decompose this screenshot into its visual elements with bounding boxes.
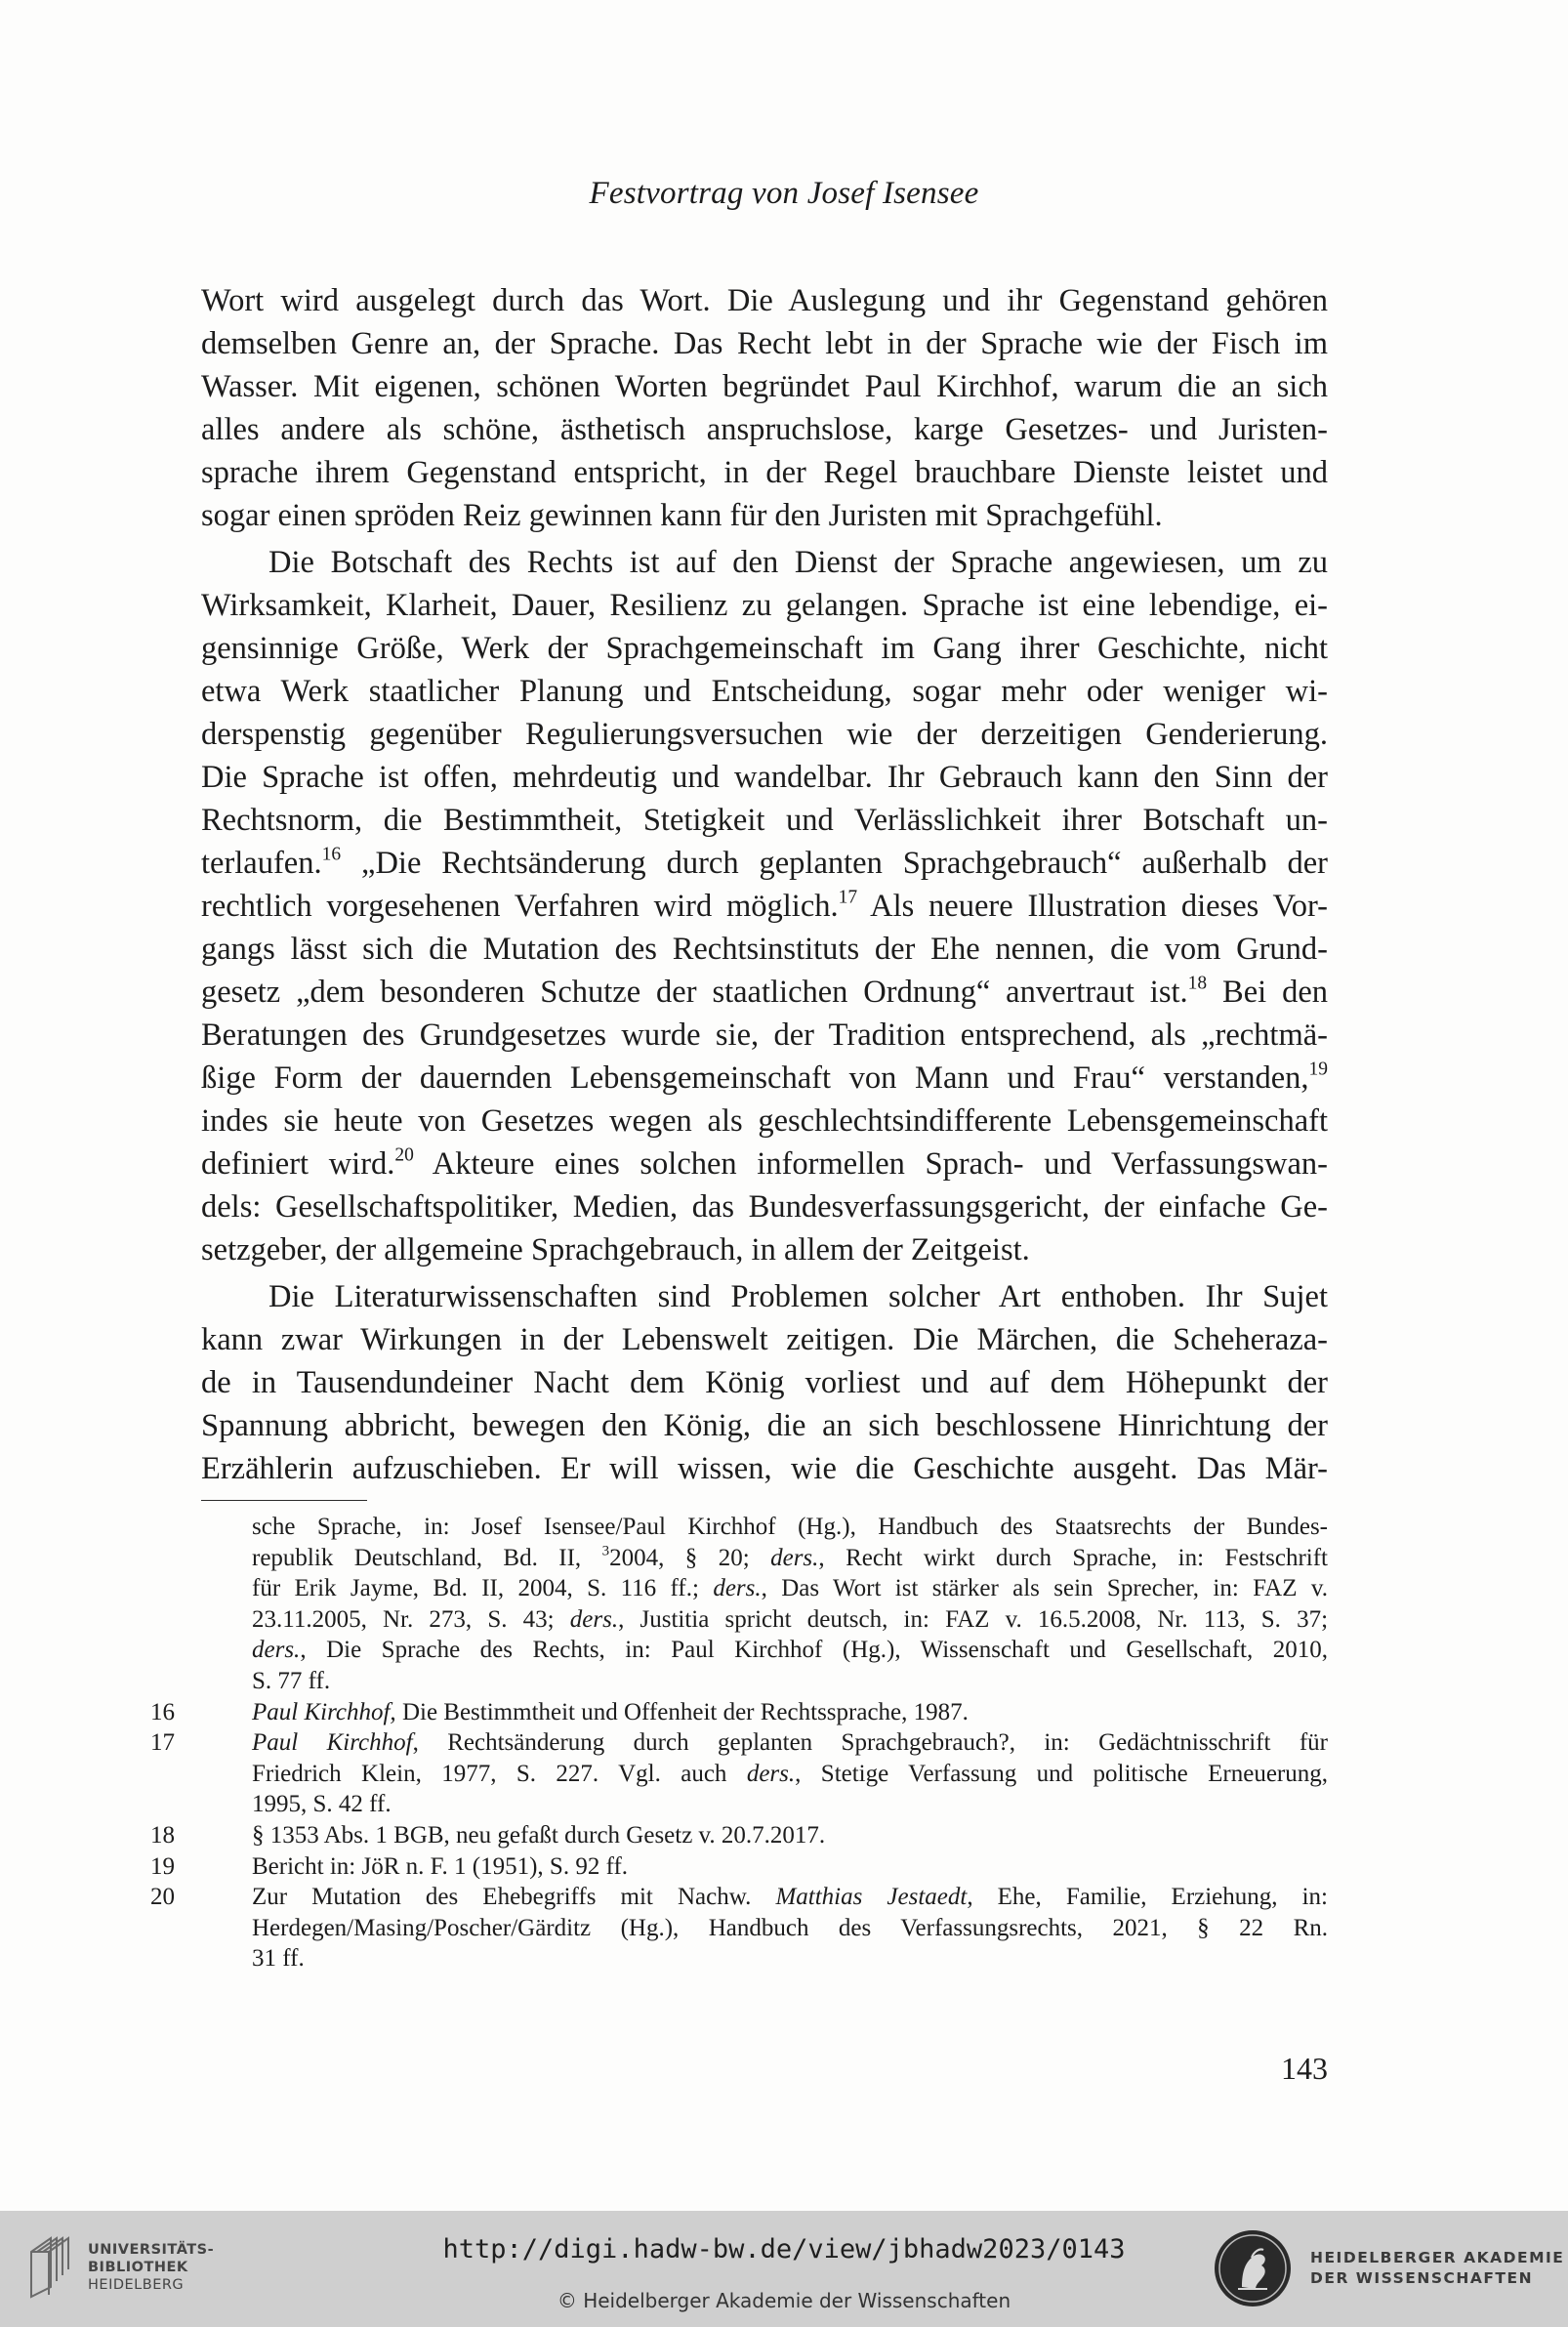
footnote-number: 19	[150, 1852, 175, 1880]
body-text	[201, 279, 1328, 1490]
text-run: setzgeber, der allgemeine Sprachgebrauch, in allem der Zeitgeist.	[201, 1232, 1030, 1267]
text-run: Bei den	[1207, 975, 1328, 1010]
paragraph	[201, 541, 1328, 1271]
footnote-line	[150, 1851, 1328, 1883]
text-line	[201, 451, 1328, 494]
text-run: Akteure eines solchen informellen Sprach- und Verfassungswan-	[413, 1146, 1328, 1182]
running-head: Festvortrag von Josef Isensee	[589, 176, 979, 211]
italic-text: ders.	[713, 1575, 762, 1602]
text-run: Rechtsnorm, die Bestimmtheit, Stetigkeit und Verlässlichkeit ihrer Botschaft un-	[201, 803, 1328, 838]
text-run: kann zwar Wirkungen in der Lebenswelt zeitigen. Die Märchen, die Scheheraza-	[201, 1322, 1328, 1357]
text-run: 31 ff.	[252, 1945, 305, 1973]
library-logo-line: UNIVERSITÄTS-	[88, 2242, 215, 2258]
italic-text: ders.	[746, 1760, 796, 1787]
text-line	[201, 885, 1328, 928]
page-number: 143	[1281, 2051, 1328, 2086]
footnote-number: 20	[150, 1884, 175, 1911]
italic-text: ders.	[569, 1605, 619, 1633]
text-run: etwa Werk staatlicher Planung und Entscheidung, sogar mehr oder weniger wi-	[201, 674, 1328, 709]
text-run: indes sie heute von Gesetzes wegen als geschlechtsindifferente Lebensgemeinschaft	[201, 1103, 1328, 1139]
text-run: 2004, § 20;	[609, 1544, 771, 1571]
text-run: ßige Form der dauernden Lebensgemeinschaft von Mann und Frau“ verstanden,	[201, 1060, 1309, 1096]
footnote-reference: 16	[321, 844, 342, 865]
footnote-number: 16	[150, 1698, 175, 1725]
footnotes	[150, 1512, 1329, 1974]
text-run: Die Botschaft des Rechts ist auf den Dienst der Sprache angewiesen, um zu	[268, 545, 1328, 580]
paragraph	[201, 1275, 1328, 1490]
text-run: alles andere als schöne, ästhetisch anspruchslose, karge Gesetzes- und Juristen-	[201, 412, 1328, 447]
footnote-line	[201, 1759, 1328, 1790]
text-run: republik Deutschland, Bd. II,	[252, 1544, 602, 1571]
text-run: de in Tausendundeiner Nacht dem König vorliest und auf dem Höhepunkt der	[201, 1365, 1328, 1400]
footnote-line	[150, 1697, 1328, 1728]
footnote-16	[150, 1697, 1328, 1728]
text-run: § 1353 Abs. 1 BGB, neu gefaßt durch Gesetz v. 20.7.2017.	[252, 1821, 826, 1849]
text-line	[201, 842, 1328, 885]
footnote-line	[150, 1727, 1328, 1759]
footnote-line	[201, 1573, 1328, 1604]
text-run: , Ehe, Familie, Erziehung, in:	[967, 1884, 1328, 1911]
text-line	[201, 541, 1328, 584]
text-run: Bericht in: JöR n. F. 1 (1951), S. 92 ff.	[252, 1852, 629, 1880]
text-line	[201, 1447, 1328, 1490]
footnote-continuation	[201, 1512, 1328, 1697]
library-logo-line: HEIDELBERG	[88, 2277, 185, 2293]
text-line	[201, 928, 1328, 971]
footnote-line	[201, 1604, 1328, 1636]
text-run: 1995, S. 42 ff.	[252, 1791, 392, 1818]
text-line	[201, 279, 1328, 322]
text-run: Die Sprache ist offen, mehrdeutig und wandelbar. Ihr Gebrauch kann den Sinn der	[201, 760, 1328, 795]
footnote-line	[201, 1635, 1328, 1666]
footnote-number: 18	[150, 1821, 175, 1849]
text-line	[201, 1228, 1328, 1271]
text-run: sche Sprache, in: Josef Isensee/Paul Kirchhof (Hg.), Handbuch des Staatsrechts der Bundes-	[252, 1514, 1328, 1540]
academy-seal-icon[interactable]	[1213, 2228, 1293, 2308]
copyright-notice: © Heidelberger Akademie der Wissenschaften	[557, 2289, 1011, 2312]
text-line	[201, 365, 1328, 408]
text-run: für Erik Jayme, Bd. II, 2004, S. 116 ff.;	[252, 1575, 714, 1602]
text-line	[201, 1014, 1328, 1057]
text-run: sprache ihrem Gegenstand entspricht, in der Regel brauchbare Dienste leistet und	[201, 455, 1328, 490]
text-line	[201, 1361, 1328, 1404]
text-line	[201, 1143, 1328, 1185]
italic-text: Matthias Jestaedt	[775, 1884, 968, 1911]
footnote-line	[150, 1882, 1328, 1913]
text-line	[201, 1404, 1328, 1447]
text-run: rechtlich vorgesehenen Verfahren wird möglich.	[201, 889, 839, 924]
text-run: Wasser. Mit eigenen, schönen Worten begründet Paul Kirchhof, warum die an sich	[201, 369, 1328, 404]
text-line	[201, 494, 1328, 537]
italic-text: Paul Kirchhof	[252, 1729, 413, 1757]
text-run: Beratungen des Grundgesetzes wurde sie, der Tradition entsprechend, als „rechtmä-	[201, 1018, 1328, 1053]
text-run: , Justitia spricht deutsch, in: FAZ v. 16.5.2008, Nr. 113, S. 37;	[618, 1605, 1329, 1633]
text-line	[201, 627, 1328, 670]
footnote-line	[201, 1943, 1328, 1974]
footnote-20	[150, 1882, 1328, 1974]
text-run: „Die Rechtsänderung durch geplanten Sprachgebrauch“ außerhalb der	[341, 846, 1328, 881]
text-run: Herdegen/Masing/Poscher/Gärditz (Hg.), Handbuch des Verfassungsrechts, 2021, § 22 Rn.	[252, 1914, 1328, 1941]
text-run: , Rechtsänderung durch geplanten Sprachgebrauch?, in: Gedächtnisschrift für	[412, 1729, 1328, 1757]
text-line	[201, 1185, 1328, 1228]
text-run: definiert wird.	[201, 1146, 395, 1182]
footnote-line	[201, 1789, 1328, 1820]
footnote-reference: 3	[601, 1543, 610, 1559]
text-run: S. 77 ff.	[252, 1667, 331, 1694]
text-line	[201, 1318, 1328, 1361]
footnote-reference: 19	[1308, 1059, 1328, 1080]
footnote-line	[201, 1543, 1328, 1574]
text-run: , Das Wort ist stärker als sein Sprecher, in: FAZ v.	[761, 1575, 1328, 1602]
footnote-18	[150, 1820, 1328, 1851]
text-run: Zur Mutation des Ehebegriffs mit Nachw.	[252, 1884, 776, 1911]
footnote-reference: 17	[838, 887, 858, 908]
text-run: gensinnige Größe, Werk der Sprachgemeinschaft im Gang ihrer Geschichte, nicht	[201, 631, 1328, 666]
italic-text: ders.	[770, 1544, 819, 1571]
text-line	[201, 1275, 1328, 1318]
text-run: Spannung abbricht, bewegen den König, die an sich beschlossene Hinrichtung der	[201, 1408, 1328, 1443]
text-run: Wort wird ausgelegt durch das Wort. Die Auslegung und ihr Gegenstand gehören	[201, 283, 1328, 318]
academy-logo-line: DER WISSENSCHAFTEN	[1310, 2269, 1534, 2287]
permalink-url[interactable]: http://digi.hadw-bw.de/view/jbhadw2023/0143	[442, 2234, 1126, 2265]
italic-text: Paul Kirchhof,	[252, 1698, 396, 1725]
footnote-reference: 20	[394, 1144, 414, 1166]
footer-bar	[0, 2211, 1568, 2327]
text-run: Wirksamkeit, Klarheit, Dauer, Resilienz zu gelangen. Sprache ist eine lebendige, ei-	[201, 588, 1328, 623]
text-run: dels: Gesellschaftspolitiker, Medien, das Bundesverfassungsgericht, der einfache Ge-	[201, 1189, 1328, 1225]
text-line	[201, 670, 1328, 713]
text-run: derspenstig gegenüber Regulierungsversuchen wie der derzeitigen Genderierung.	[201, 717, 1328, 752]
text-run: , Die Sprache des Rechts, in: Paul Kirchhof (Hg.), Wissenschaft und Gesellschaft, 2010,	[300, 1637, 1328, 1664]
library-logo-line: BIBLIOTHEK	[88, 2260, 188, 2275]
text-run: gesetz „dem besonderen Schutze der staatlichen Ordnung“ anvertraut ist.	[201, 975, 1188, 1010]
text-run: Friedrich Klein, 1977, S. 227. Vgl. auch	[252, 1760, 747, 1787]
text-run: terlaufen.	[201, 846, 322, 881]
text-run: demselben Genre an, der Sprache. Das Recht lebt in der Sprache wie der Fisch im	[201, 326, 1328, 361]
footnote-reference: 18	[1187, 973, 1208, 994]
text-run: 23.11.2005, Nr. 273, S. 43;	[252, 1605, 570, 1633]
footnote-separator	[201, 1500, 367, 1501]
italic-text: ders.	[252, 1637, 301, 1664]
footnote-line	[201, 1913, 1328, 1944]
text-line	[201, 584, 1328, 627]
academy-logo-text[interactable]	[1310, 2248, 1564, 2289]
text-line	[201, 756, 1328, 799]
text-line	[201, 408, 1328, 451]
text-run: sogar einen spröden Reiz gewinnen kann für den Juristen mit Sprachgefühl.	[201, 498, 1163, 533]
text-line	[201, 713, 1328, 756]
text-run: Die Bestimmtheit und Offenheit der Rechtssprache, 1987.	[395, 1698, 969, 1725]
text-line	[201, 1057, 1328, 1100]
footnote-17	[150, 1727, 1328, 1820]
academy-logo-line: HEIDELBERGER AKADEMIE	[1310, 2249, 1565, 2266]
text-run: Die Literaturwissenschaften sind Problemen solcher Art enthoben. Ihr Sujet	[268, 1279, 1328, 1314]
text-run: , Stetige Verfassung und politische Erneuerung,	[795, 1760, 1328, 1787]
text-line	[201, 799, 1328, 842]
footnote-line	[201, 1666, 1328, 1697]
text-run: gangs lässt sich die Mutation des Rechtsinstituts der Ehe nennen, die vom Grund-	[201, 932, 1328, 967]
footnote-19	[150, 1851, 1328, 1883]
text-run: Als neuere Illustration dieses Vor-	[857, 889, 1328, 924]
footnote-line	[150, 1820, 1328, 1851]
footnote-number: 17	[150, 1729, 175, 1757]
paragraph	[201, 279, 1328, 537]
text-line	[201, 971, 1328, 1014]
text-run: Erzählerin aufzuschieben. Er will wissen, wie die Geschichte ausgeht. Das Mär-	[201, 1451, 1328, 1486]
footnote-line	[201, 1512, 1328, 1543]
text-run: , Recht wirkt durch Sprache, in: Festschrift	[818, 1544, 1328, 1571]
text-line	[201, 322, 1328, 365]
text-line	[201, 1100, 1328, 1143]
